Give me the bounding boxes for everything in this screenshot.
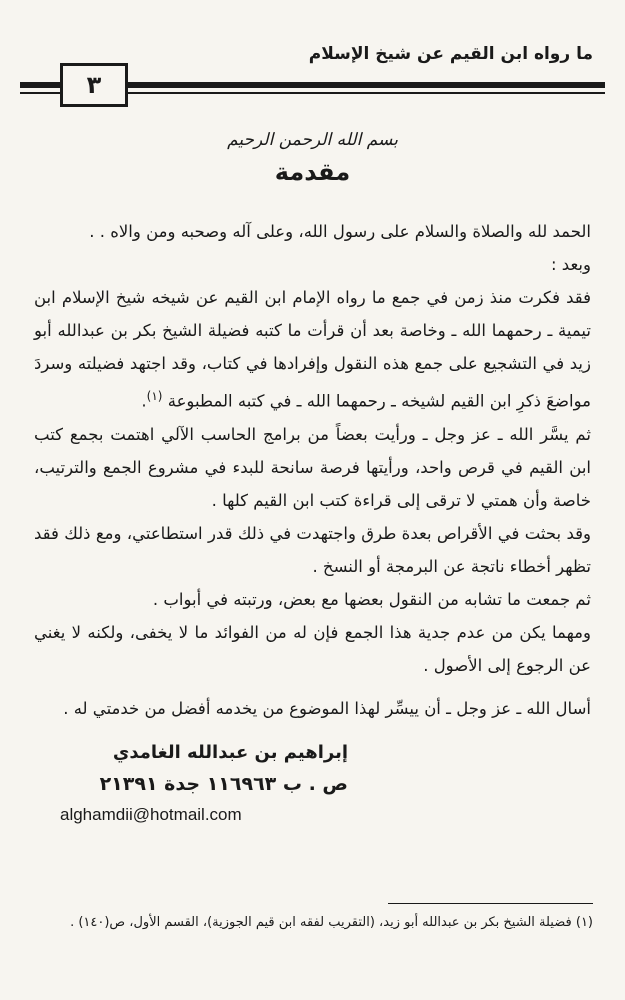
basmala: بسم الله الرحمن الرحيم: [227, 130, 398, 150]
paragraph: وقد بحثت في الأقراص بعدة طرق واجتهدت في ذلك قدر استطاعتي، ومع ذلك فقد تظهر أخطاء ناتجة عن البرمجة أو النسخ .: [34, 523, 591, 576]
paragraph: [34, 281, 591, 418]
page-number: ٣: [60, 63, 128, 107]
running-title: ما رواه ابن القيم عن شيخ الإسلام: [308, 44, 593, 64]
paragraph: ثم جمعت ما تشابه من النقول بعضها مع بعض، ورتبته في أبواب .: [152, 589, 591, 609]
paragraph: وبعد :: [551, 255, 591, 274]
footnote-reference: (١): [146, 389, 163, 403]
postal-address: ص . ب ١١٦٩٦٣ جدة ٢١٣٩١: [99, 773, 348, 795]
signature-block: [0, 738, 348, 830]
footnote-rule: [388, 903, 593, 904]
paragraph: أسال الله ـ عز وجل ـ أن ييسِّر لهذا الموضوع من يخدمه أفضل من خدمتي له .: [63, 698, 591, 718]
author-name: إبراهيم بن عبدالله الغامدي: [112, 742, 348, 763]
footnote: (١) فضيلة الشيخ بكر بن عبدالله أبو زيد، (التقريب لفقه ابن قيم الجوزية)، القسم الأول، ص(١٤٠) .: [70, 915, 593, 930]
paragraph: الحمد لله والصلاة والسلام على رسول الله، وعلى آله وصحبه ومن والاه . .: [89, 222, 591, 241]
paragraph: ثم يسَّر الله ـ عز وجل ـ ورأيت بعضاً من برامج الحاسب الآلي اهتمت بجمع كتب ابن القيم في قرص واحد، ورأيتها فرصة سانحة للبدء في مشروع الجمع والترتيب، خاصة وأن همتي لا ترقى إلى قراءة كتب ابن القيم كلها .: [34, 424, 591, 510]
paragraph: ومهما يكن من عدم جدية هذا الجمع فإن له من الفوائد ما لا يخفى، ولكنه لا يغني عن الرجوع إلى الأصول .: [34, 622, 591, 675]
body-text: [34, 215, 591, 725]
section-title: مقدمة: [274, 158, 351, 186]
paragraph-text: فقد فكرت منذ زمن في جمع ما رواه الإمام ابن القيم عن شيخه شيخ الإسلام ابن تيمية ـ رحمهما الله ـ وخاصة بعد أن قرأت ما كتبه فضيلة الشيخ بكر بن عبدالله أبو زيد في التشجيع على جمع هذه النقول وإفرادها في كتاب، وقد اجتهد فضيلته وسردَ مواضعَ ذكرِ ابن القيم لشيخه ـ رحمهما الله ـ في كتبه المطبوعة: [34, 288, 591, 411]
paragraph-end: .: [141, 391, 147, 411]
author-email: alghamdii@hotmail.com: [60, 805, 242, 824]
